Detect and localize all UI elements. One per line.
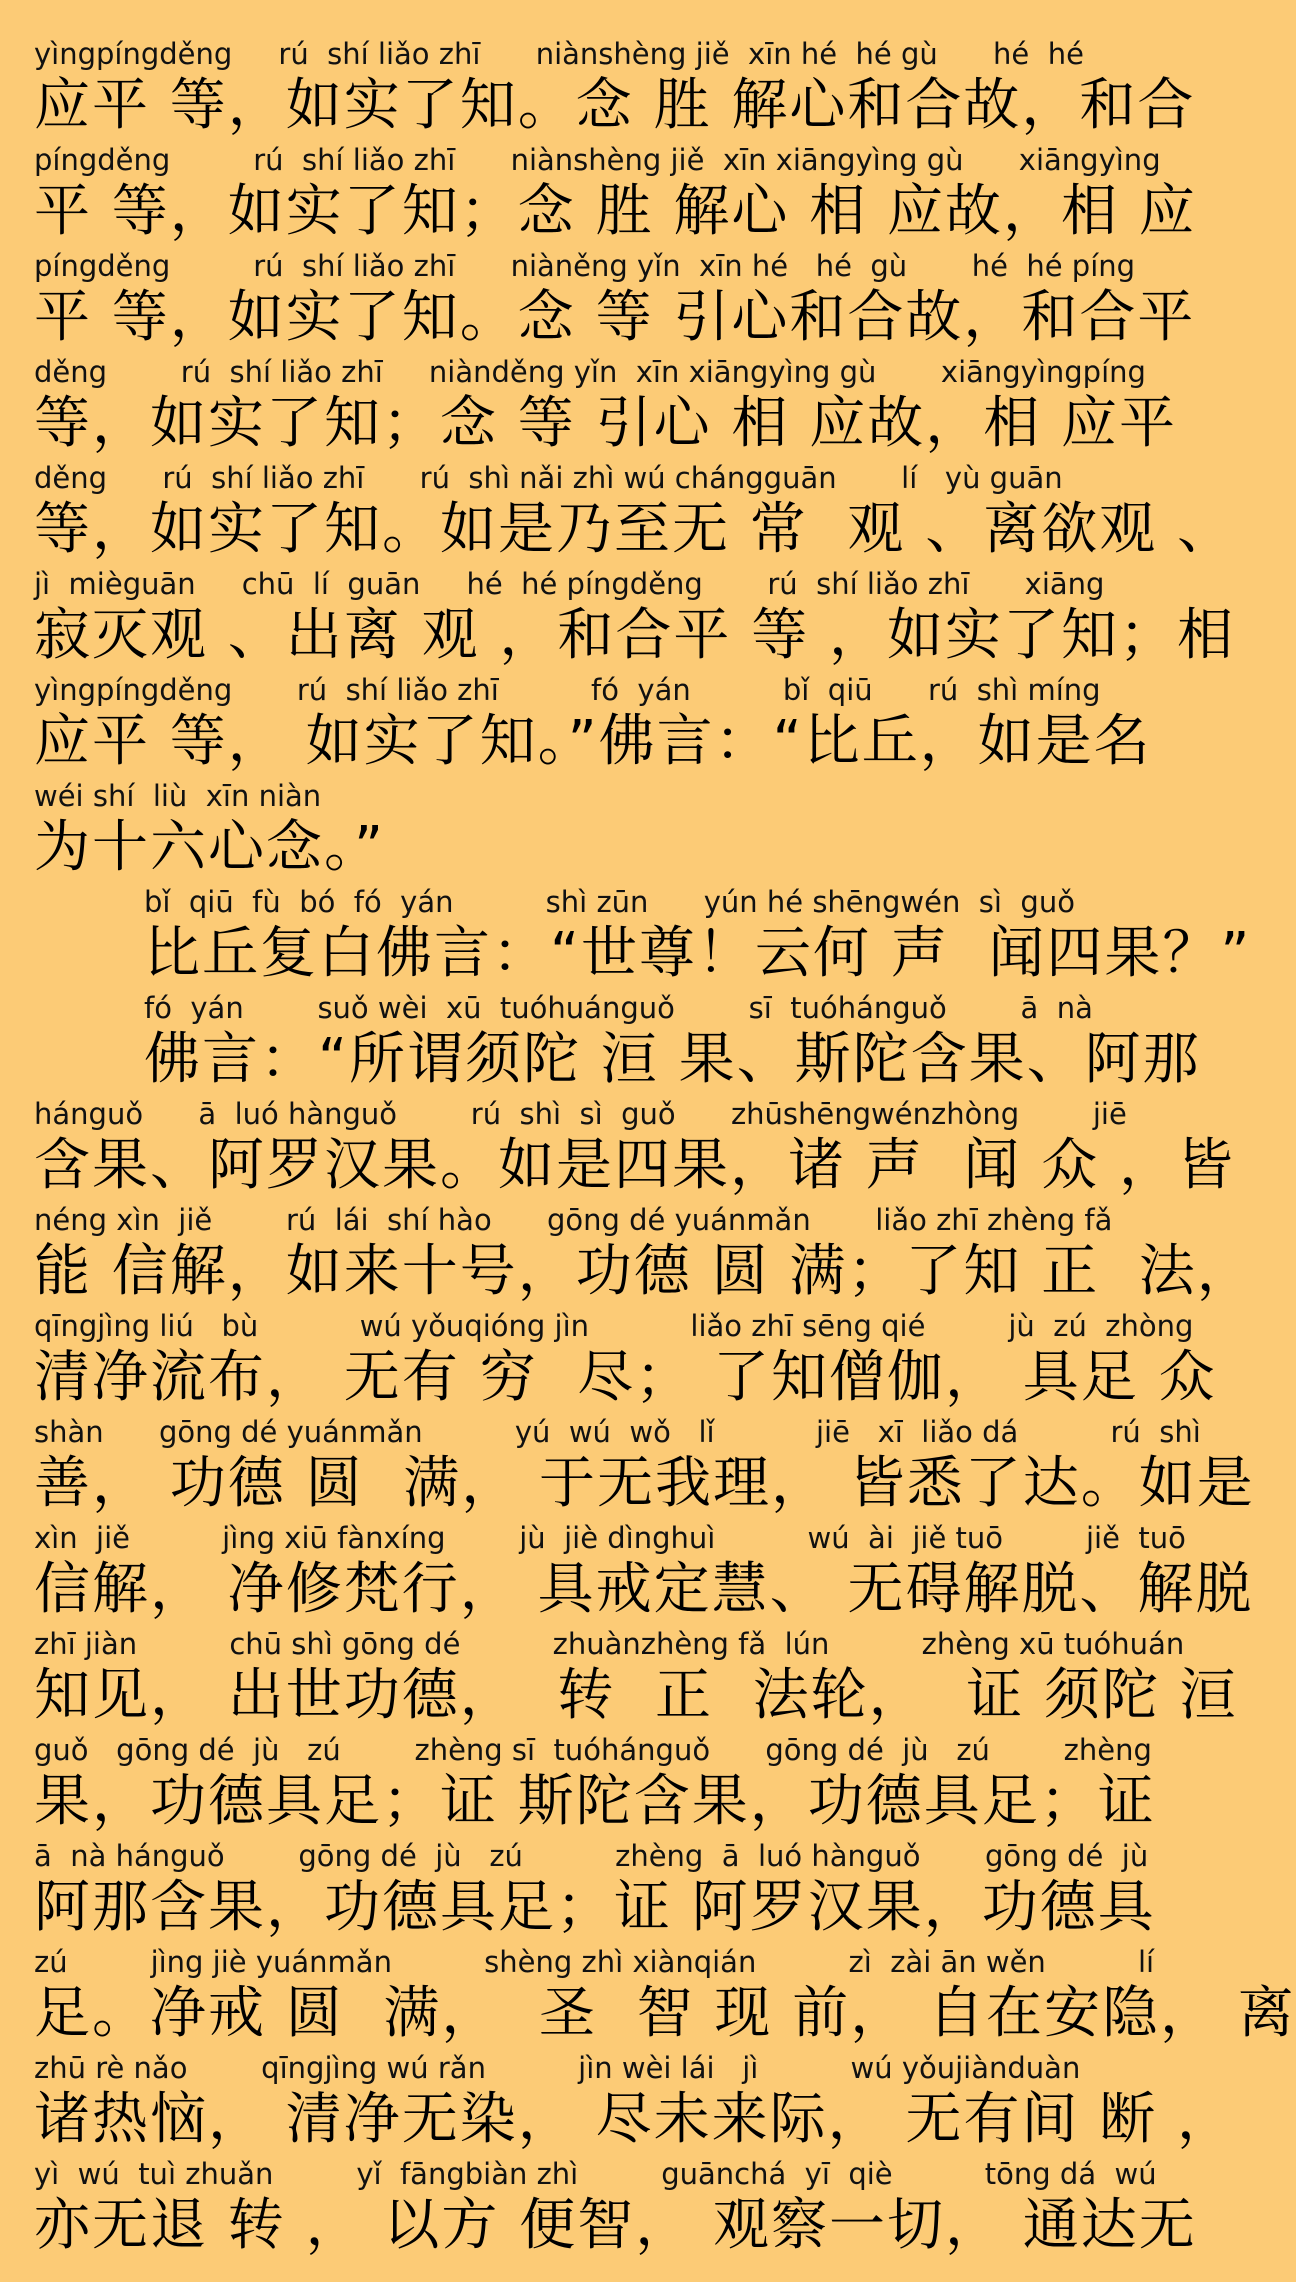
- chinese-text: 平 等，如实了知；念 胜 解心 相 应故，相 应: [34, 179, 1197, 244]
- pinyin-annotation: xìn jiě jìng xiū fànxíng jù jiè dìnghuì wú ài jiě tuō jiě tuō: [34, 1521, 1186, 1555]
- text-line-11: [34, 1097, 1236, 1203]
- pinyin-annotation: fó yán suǒ wèi xū tuóhuánguǒ sī tuóhánguǒ ā nà: [144, 991, 1093, 1025]
- chinese-text: 含果、阿罗汉果。如是四果，诸 声 闻 众 ，皆: [34, 1133, 1236, 1198]
- text-line-4: [34, 355, 1178, 461]
- pinyin-annotation: yìngpíngděng rú shí liǎo zhī niànshèng jiě xīn hé hé gù hé hé: [34, 37, 1084, 71]
- text-line-15: [34, 1521, 1254, 1627]
- pinyin-annotation: wéi shí liù xīn niàn: [34, 779, 322, 813]
- text-line-16: [34, 1627, 1238, 1733]
- chinese-text: 信解， 净修梵行， 具戒定慧、 无碍解脱、解脱: [34, 1557, 1254, 1622]
- text-line-10: [34, 991, 1201, 1097]
- pinyin-annotation: qīngjìng liú bù wú yǒuqióng jìn liǎo zhī sēng qié jù zú zhòng: [34, 1309, 1194, 1343]
- pinyin-annotation: néng xìn jiě rú lái shí hào gōng dé yuánmǎn liǎo zhī zhèng fǎ: [34, 1203, 1113, 1237]
- chinese-text: 知见， 出世功德， 转 正 法轮， 证 须陀 洹: [34, 1663, 1238, 1728]
- chinese-text: 应平 等， 如实了知。”佛言：“比丘，如是名: [34, 709, 1152, 774]
- text-line-20: [34, 2051, 1236, 2157]
- pinyin-annotation: hánguǒ ā luó hànguǒ rú shì sì guǒ zhūshēngwénzhòng jiē: [34, 1097, 1127, 1131]
- pinyin-annotation: zhī jiàn chū shì gōng dé zhuànzhèng fǎ lún zhèng xū tuóhuán: [34, 1627, 1185, 1661]
- chinese-text: 亦无退 转 ， 以方 便智， 观察一切， 通达无: [34, 2193, 1197, 2258]
- text-line-5: [34, 461, 1236, 567]
- text-line-2: [34, 143, 1197, 249]
- text-line-7: [34, 673, 1152, 779]
- text-line-21: [34, 2157, 1197, 2263]
- chinese-text: 比丘复白佛言：“世尊！云何 声 闻四果？”: [144, 921, 1252, 986]
- chinese-text: 平 等，如实了知。念 等 引心和合故，和合平: [34, 285, 1196, 350]
- text-line-9: [34, 885, 1252, 991]
- pinyin-annotation: píngděng rú shí liǎo zhī niànshèng jiě xīn xiāngyìng gù xiāngyìng: [34, 143, 1161, 177]
- chinese-text: 能 信解，如来十号，功德 圆 满；了知 正 法，: [34, 1239, 1255, 1304]
- chinese-text: 善， 功德 圆 满， 于无我理， 皆悉了达。如是: [34, 1451, 1255, 1516]
- pinyin-annotation: bǐ qiū fù bó fó yán shì zūn yún hé shēngwén sì guǒ: [144, 885, 1075, 919]
- pinyin-annotation: zhū rè nǎo qīngjìng wú rǎn jìn wèi lái jì wú yǒujiànduàn: [34, 2051, 1081, 2085]
- text-line-17: [34, 1733, 1156, 1839]
- text-line-6: [34, 567, 1236, 673]
- chinese-text: 应平 等，如实了知。念 胜 解心和合故，和合: [34, 73, 1196, 138]
- pinyin-annotation: jì mièguān chū lí guān hé hé píngděng rú shí liǎo zhī xiāng: [34, 567, 1105, 601]
- chinese-text: 阿那含果，功德具足；证 阿罗汉果，功德具: [34, 1875, 1156, 1940]
- pinyin-annotation: děng rú shí liǎo zhī niànděng yǐn xīn xiāngyìng gù xiāngyìngpíng: [34, 355, 1146, 389]
- pinyin-annotation: děng rú shí liǎo zhī rú shì nǎi zhì wú chángguān lí yù guān: [34, 461, 1063, 495]
- text-line-18: [34, 1839, 1156, 1945]
- text-line-19: [34, 1945, 1296, 2051]
- pinyin-annotation: shàn gōng dé yuánmǎn yú wú wǒ lǐ jiē xī liǎo dá rú shì: [34, 1415, 1201, 1449]
- text-line-8: [34, 780, 1046, 885]
- text-line-13: [34, 1309, 1217, 1415]
- text-line-3: [34, 249, 1196, 355]
- text-line-14: [34, 1415, 1255, 1521]
- chinese-text: 等，如实了知；念 等 引心 相 应故，相 应平: [34, 391, 1178, 456]
- pinyin-annotation: yìngpíngděng rú shí liǎo zhī fó yán bǐ qiū rú shì míng: [34, 673, 1101, 707]
- pinyin-annotation: guǒ gōng dé jù zú zhèng sī tuóhánguǒ gōng dé jù zú zhèng: [34, 1733, 1152, 1767]
- chinese-text: 清净流布， 无有 穷 尽； 了知僧伽， 具足 众: [34, 1345, 1217, 1410]
- chinese-text: 等，如实了知。如是乃至无 常 观 、离欲观 、: [34, 497, 1236, 562]
- text-line-12: [34, 1203, 1255, 1309]
- pinyin-annotation: zú jìng jiè yuánmǎn shèng zhì xiànqián zì zài ān wěn lí: [34, 1945, 1155, 1979]
- pinyin-annotation: píngděng rú shí liǎo zhī niàněng yǐn xīn hé hé gù hé hé píng: [34, 249, 1136, 283]
- chinese-text: 寂灭观 、出离 观 ，和合平 等 ，如实了知；相: [34, 603, 1236, 668]
- pinyin-annotation: yì wú tuì zhuǎn yǐ fāngbiàn zhì guānchá yī qiè tōng dá wú: [34, 2157, 1157, 2191]
- text-line-1: [34, 37, 1196, 143]
- chinese-text: 佛言：“所谓须陀 洹 果、斯陀含果、阿那: [144, 1027, 1201, 1092]
- chinese-text: 果，功德具足；证 斯陀含果，功德具足；证: [34, 1769, 1156, 1834]
- chinese-text: 为十六心念。”: [34, 815, 386, 880]
- pinyin-annotation: ā nà hánguǒ gōng dé jù zú zhèng ā luó hànguǒ gōng dé jù: [34, 1839, 1149, 1873]
- chinese-text: 诸热恼， 清净无染， 尽未来际， 无有间 断 ，: [34, 2087, 1236, 2152]
- chinese-text: 足。净戒 圆 满， 圣 智 现 前， 自在安隐， 离: [34, 1981, 1296, 2046]
